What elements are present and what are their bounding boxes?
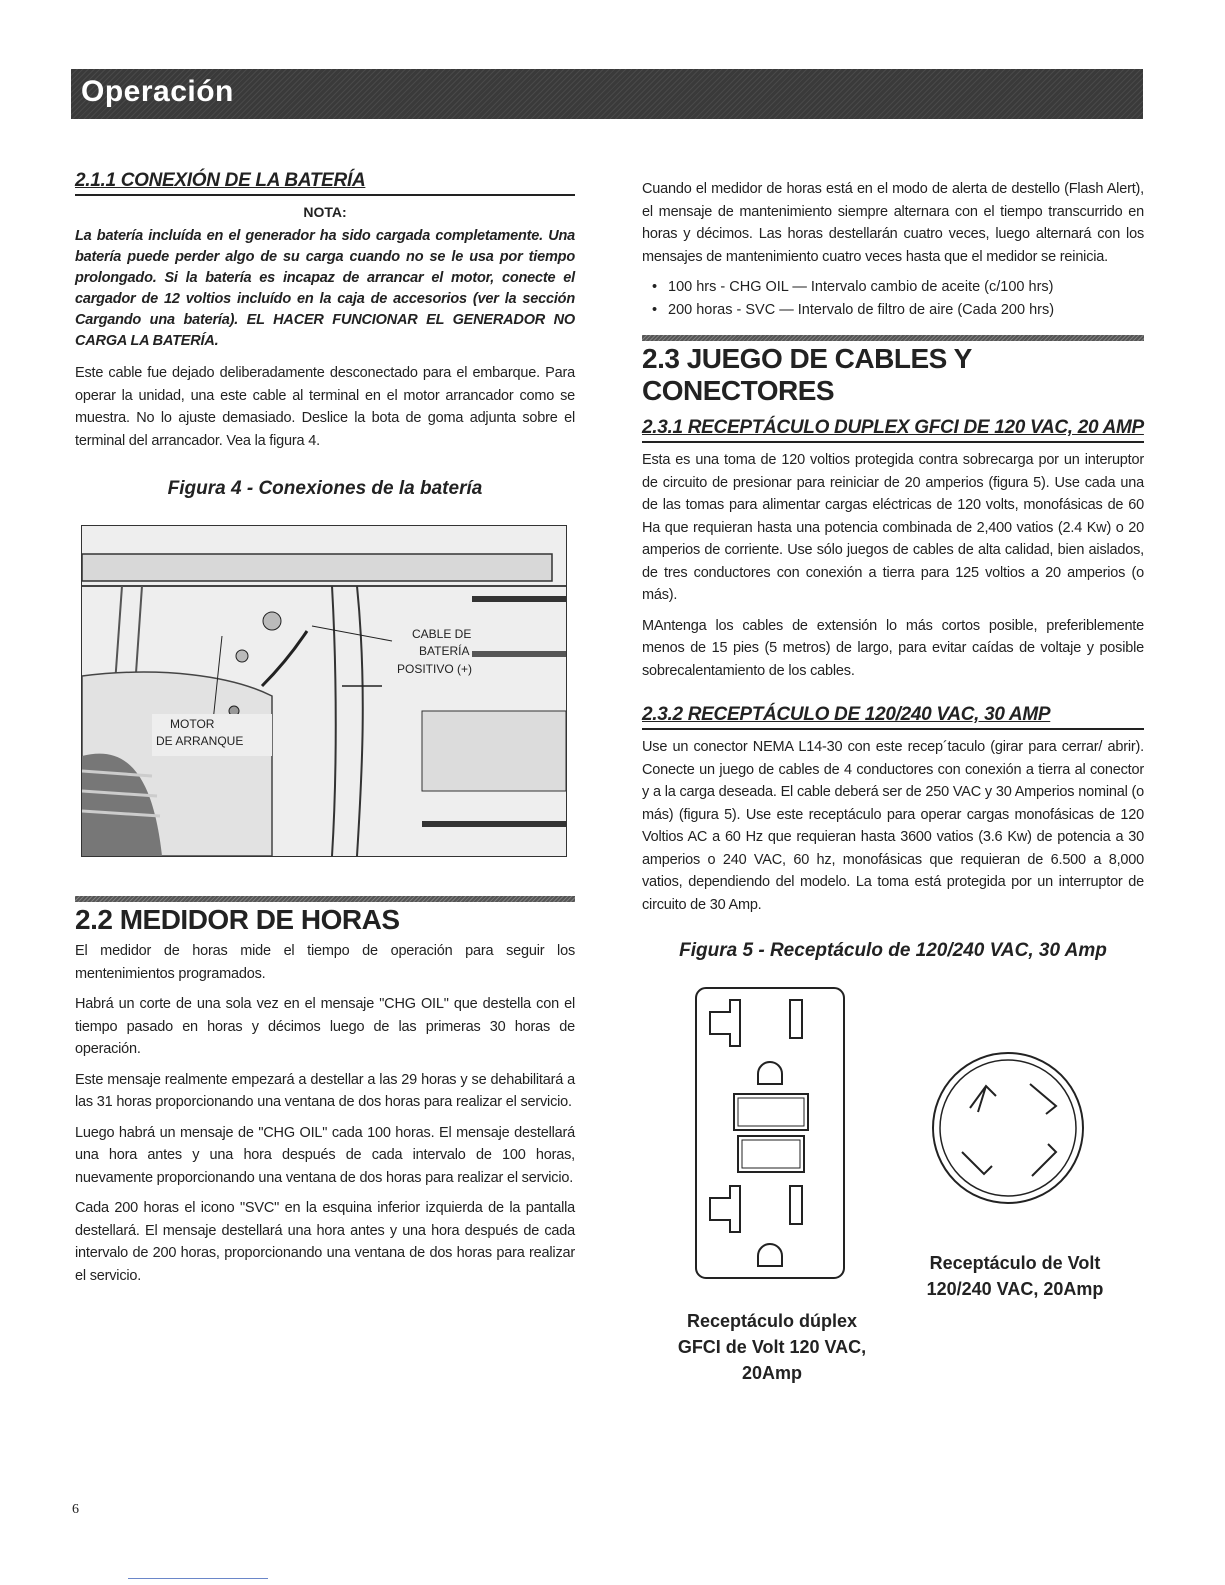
twist-lock-receptacle-icon [928, 1048, 1088, 1208]
cable-label-1: CABLE DE [412, 627, 472, 641]
gfci-label [660, 1308, 884, 1386]
hours-paragraph-5: Cada 200 horas el icono "SVC" en la esquina inferior izquierda de la pantalla destellará. El mensaje destellará una hora antes y una hora después de cada intervalo de 200 horas, proporcionando una ventana de dos horas para realizar el servicio. [75, 1200, 575, 1284]
figure-5-caption: Figura 5 - Receptáculo de 120/240 VAC, 30 Amp [679, 940, 1107, 961]
flash-alert-paragraph: Cuando el medidor de horas está en el modo de alerta de destello (Flash Alert), el mensaje de mantenimiento siempre alternara con el tiempo transcurrido en horas y décimos. Las horas destellarán cuatro veces, luego alternará con los mensajes de mantenimiento cuatro veces hasta que el medidor se reinicia. [642, 181, 1144, 265]
gfci-receptacle-icon [694, 986, 846, 1281]
nota-text: La batería incluída en el generador ha sido cargada completamente. Una batería puede perder algo de su carga cuando no se le usa por tiempo prolongado. Si la batería es incapaz de arrancar el motor, conecte el cargador de 12 voltios incluído en la caja de accesorios (ver la sección Cargando una batería). EL HACER FUNCIONAR EL GENERADOR NO CARGA LA BATERÍA. [75, 228, 575, 349]
twist-lock-label-line: 120/240 VAC, 20Amp [926, 1279, 1104, 1299]
motor-label-1: MOTOR [170, 717, 215, 731]
hours-paragraph-2: Habrá un corte de una sola vez en el mensaje "CHG OIL" que destella con el tiempo pasado en horas y décimos luego de las primeras 30 horas de operación. [75, 996, 575, 1057]
heading-2-1-1: 2.1.1 CONEXIÓN DE LA BATERÍA [75, 170, 366, 191]
section-2-2 [75, 896, 575, 1287]
list-item: • 200 horas - SVC — Intervalo de filtro de aire (Cada 200 hrs) [656, 299, 1144, 322]
hours-paragraph-4: Luego habrá un mensaje de "CHG OIL" cada 100 horas. El mensaje destellará una hora antes y una hora después de cada intervalo de 100 horas, nuevamente proporcionando una ventana de dos horas para realizar el servicio. [75, 1124, 575, 1186]
header-title: Operación [81, 75, 234, 108]
bottom-link-line [128, 1578, 268, 1579]
header-banner [71, 69, 1143, 119]
heading-2-3: 2.3 JUEGO DE CABLES Y CONECTORES [642, 343, 972, 406]
heading-rule [75, 194, 575, 196]
left-column [75, 170, 575, 500]
gfci-label-line: Receptáculo dúplex [686, 1311, 858, 1331]
gfci-label-line: GFCI de Volt 120 VAC, [677, 1337, 867, 1357]
cable-label-2: BATERÍA [419, 644, 470, 658]
gfci-paragraph-2: MAntenga los cables de extensión lo más cortos posible, preferiblemente menos de 15 pies (5 metros) de largo, para evitar caídas de voltaje y posible sobrecalentamiento de los cables. [642, 617, 1144, 679]
twist-lock-label [905, 1250, 1125, 1302]
figure-4-caption: Figura 4 - Conexiones de la batería [167, 478, 483, 499]
section-rule [642, 335, 1144, 341]
heading-2-2: 2.2 MEDIDOR DE HORAS [75, 904, 400, 935]
right-column [642, 178, 1144, 962]
gfci-paragraph-1: Esta es una toma de 120 voltios protegida contra sobrecarga por un interuptor de circuito de presionar para reiniciar de 20 amperios (figura 5). Use cada una de las tomas para alimentar cargas eléctricas de 120 volts, monofásicas de 60 Ha que requieran hasta una potencia combinada de 2,400 vatios (2.4 Kw) o 20 amperios de corriente. Use sólo juegos de cables de alta calidad, bien aislados, de tres conductores con conexión a tierra para 125 voltios a 20 amperios (o más). [642, 452, 1144, 603]
gfci-label-line: 20Amp [741, 1363, 803, 1383]
motor-label-2: DE ARRANQUE [156, 734, 244, 748]
heading-2-3-1: 2.3.1 RECEPTÁCULO DUPLEX GFCI DE 120 VAC, 20 AMP [642, 417, 1144, 438]
battery-paragraph: Este cable fue dejado deliberadamente desconectado para el embarque. Para operar la unidad, una este cable al terminal en el motor arrancador como se muestra. No lo ajuste demasiado. Deslice la bota de goma adjunta sobre el terminal del arrancador. Vea la figura 4. [75, 365, 575, 449]
twist-lock-paragraph: Use un conector NEMA L14-30 con este recep´taculo (girar para cerrar/ abrir). Conecte un juego de cables de 4 conductores con conexión a tierra al conector y a la carga deseada. El cable deberá ser de 250 VAC y 30 Amperios nominal (o más) (figura 5). Use este receptáculo para operar cargas monofásicas de 120 Voltios AC a 60 Hz que requieran hasta 3600 vatios (3.6 Kw) de potencia a 30 amperios o 240 VAC, 60 hz, monofásicas que requieran de 6.500 a 8,000 vatios, dependiendo del modelo. La toma está protegida por un interruptor de circuito de 30 Amp. [642, 739, 1144, 913]
interval-list [642, 276, 1144, 321]
heading-rule [642, 728, 1144, 730]
hours-paragraph-3: Este mensaje realmente empezará a destellar a las 29 horas y se dehabilitará a las 31 horas proporcionando una ventana de dos horas para realizar el servicio. [75, 1071, 575, 1110]
list-item: • 100 hrs - CHG OIL — Intervalo cambio de aceite (c/100 hrs) [656, 276, 1144, 299]
heading-rule [642, 441, 1144, 443]
twist-lock-label-line: Receptáculo de Volt [929, 1253, 1101, 1273]
section-rule [75, 896, 575, 902]
battery-connection-figure [81, 525, 567, 857]
heading-2-3-2: 2.3.2 RECEPTÁCULO DE 120/240 VAC, 30 AMP [642, 704, 1051, 725]
battery-connection-drawing [82, 526, 566, 856]
cable-label-3: POSITIVO (+) [397, 662, 473, 676]
page-number: 6 [72, 1502, 79, 1517]
hours-paragraph-1: El medidor de horas mide el tiempo de operación para seguir los mentenimientos programados. [75, 943, 575, 982]
nota-label: NOTA: [303, 204, 347, 220]
